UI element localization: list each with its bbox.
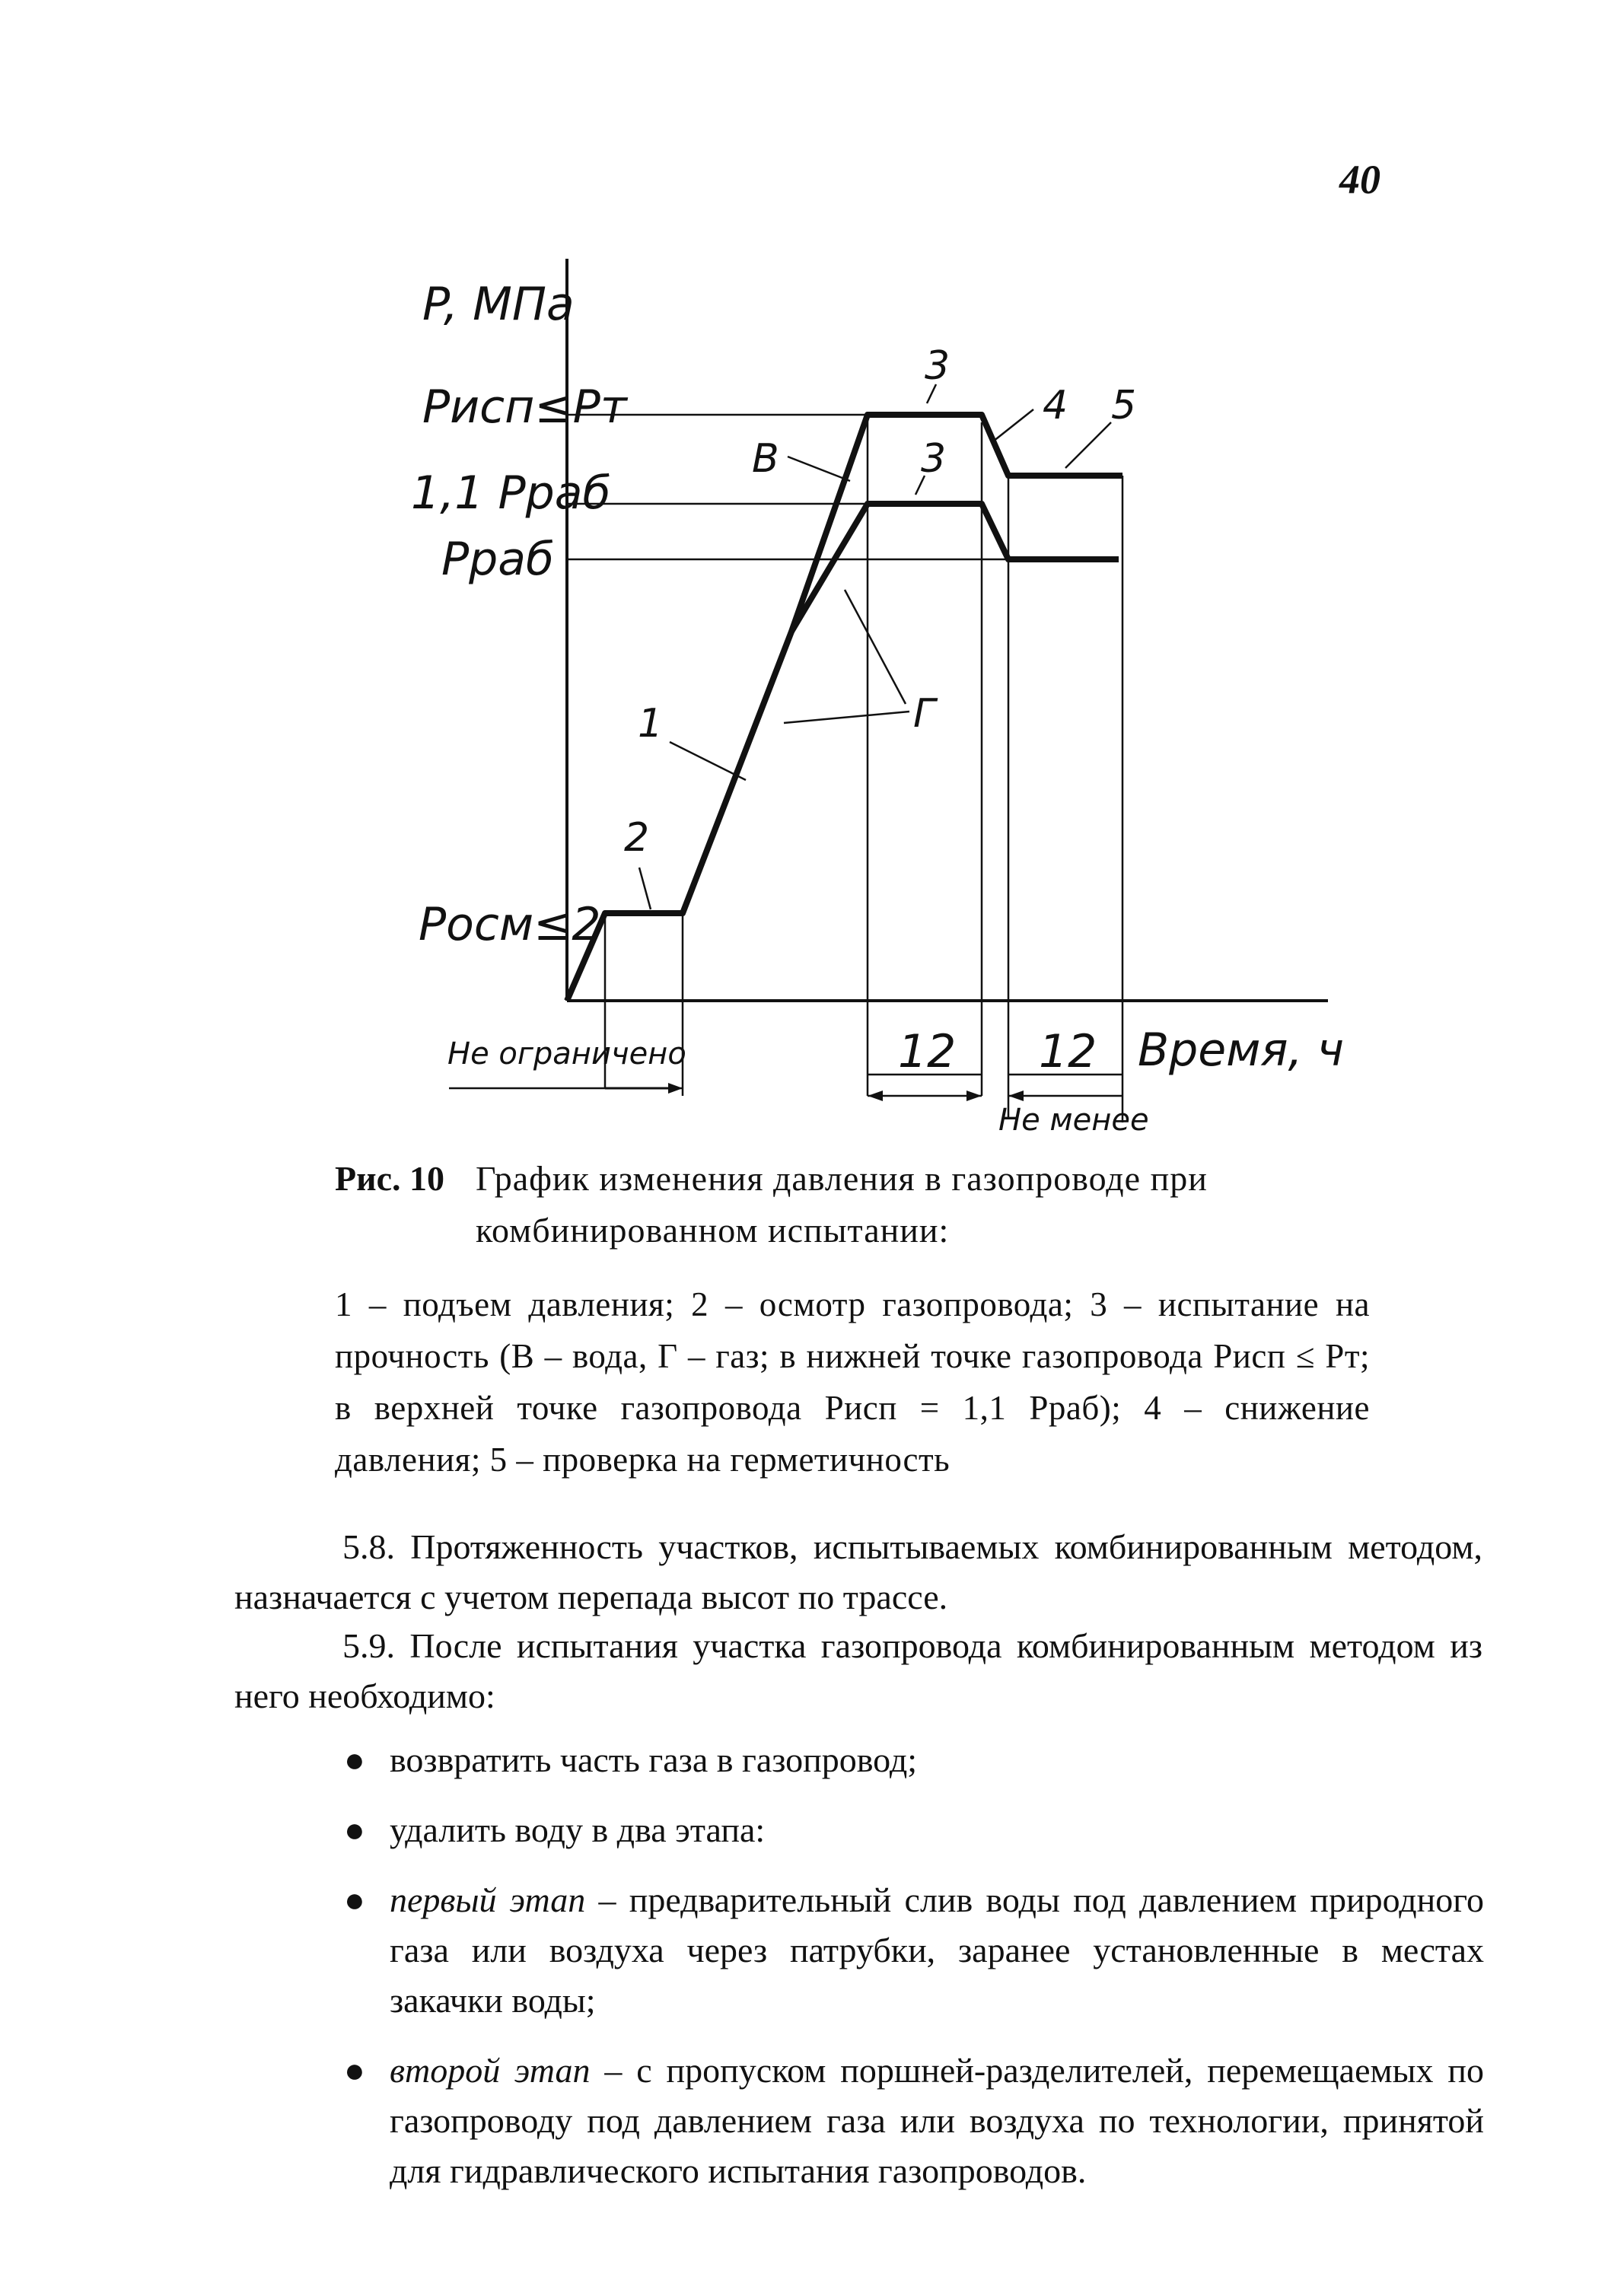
marker-1: 1 (638, 701, 664, 747)
curve-lower-gas (791, 504, 1119, 632)
bullet-icon: ● (344, 2051, 365, 2090)
list-item (344, 1875, 1484, 2026)
duration-unlimited: Не ограничено (447, 1036, 686, 1071)
caption-text: График изменения давления в газопроводе при комбинированном испытании: (476, 1159, 1208, 1250)
duration-12b: 12 (1039, 1025, 1097, 1078)
bullet-4-text: – с пропуском поршней-разделителей, перемещаемых по газопроводу под давлением газа или воздуха по технологии, принятой для гидравлического испытания газопроводов. (390, 2051, 1484, 2190)
level-p-test: Рисп≤Рт (422, 380, 627, 434)
marker-3-top: 3 (925, 343, 951, 389)
leader-g-1 (784, 712, 909, 723)
list-item (344, 1805, 1484, 1855)
leader-b (788, 457, 850, 481)
leader-g-2 (845, 590, 906, 704)
dim-12a-arrow-l (868, 1091, 883, 1101)
marker-3-bottom: 3 (921, 436, 947, 482)
leader-1 (670, 742, 746, 780)
bullet-list (344, 1735, 1484, 2216)
dim-12a-arrow-r (966, 1091, 982, 1101)
y-axis-label: P, МПа (422, 278, 575, 331)
leader-4 (993, 409, 1033, 441)
level-p-work: Рраб (441, 533, 555, 586)
legend-text: 1 – подъем давления; 2 – осмотр газопровода; 3 – испытание на прочность (В – вода, Г – газ; в нижней точке газопровода Рисп ≤ Рт; в верхней точке газопровода Рисп = 1,1 Рраб); 4 – снижение давления; 5 – проверка на герметичность (335, 1285, 1370, 1479)
bullet-3-text: – предварительный слив воды под давлением природного газа или воздуха через патрубки, заранее установленные в местах закачки воды; (390, 1880, 1484, 2020)
leader-5 (1065, 422, 1111, 468)
bullet-icon: ● (344, 1810, 365, 1849)
x-axis-label: Время, ч (1138, 1024, 1345, 1077)
bullet-icon: ● (344, 1740, 365, 1779)
paragraph-5-9: 5.9. После испытания участка газопровода комбинированным методом из него необходимо: (234, 1626, 1482, 1715)
list-item (344, 2046, 1484, 2196)
dim-unlimited-arrowhead (668, 1083, 683, 1094)
level-p-11: 1,1 Рраб (411, 466, 611, 520)
bullet-3-term: первый этап (390, 1880, 586, 1919)
marker-4: 4 (1043, 383, 1068, 428)
bullet-icon: ● (344, 1880, 365, 1919)
level-p-inspect: Росм≤2 (419, 898, 601, 951)
bullet-4-term: второй этап (390, 2051, 591, 2090)
dim-12b-arrow (1008, 1091, 1024, 1101)
bullet-2-text: удалить воду в два этапа: (390, 1810, 766, 1849)
figure-caption (335, 1153, 1476, 1256)
bullet-1-text: возвратить часть газа в газопровод; (390, 1740, 918, 1779)
paragraph-5-8: 5.8. Протяженность участков, испытываемых комбинированным методом, назначается с учетом перепада высот по трассе. (234, 1527, 1482, 1616)
marker-gas: Г (913, 691, 935, 737)
figure-legend (335, 1278, 1370, 1485)
leader-2 (639, 868, 651, 909)
list-item (344, 1735, 1484, 1785)
duration-12a: 12 (898, 1025, 957, 1078)
marker-2: 2 (624, 815, 650, 861)
marker-water: В (752, 436, 779, 482)
page-number: 40 (1339, 157, 1380, 202)
duration-not-less: Не менее (998, 1103, 1149, 1138)
marker-5: 5 (1111, 383, 1137, 428)
caption-label: Рис. 10 (335, 1159, 445, 1198)
